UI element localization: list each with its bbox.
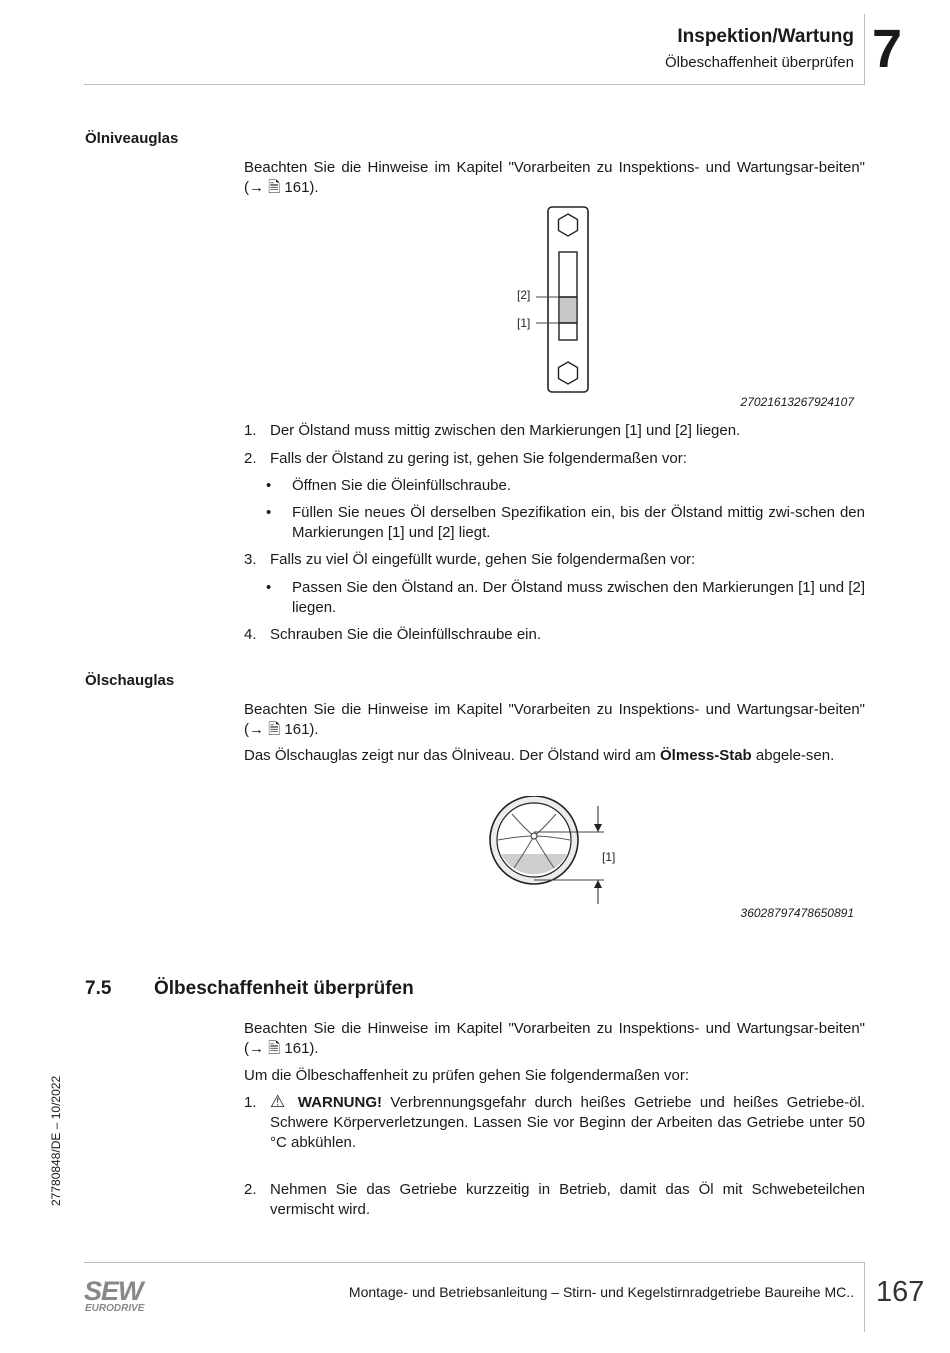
olschauglas-intro: Beachten Sie die Hinweise im Kapitel "Vorarbeiten zu Inspektions- und Wartungsar-beiten" (→ 🗎 161).	[244, 701, 865, 738]
list-item-text: Nehmen Sie das Getriebe kurzzeitig in Betrieb, damit das Öl mit Schwebeteilchen vermischt wird.	[270, 1181, 865, 1218]
list-item	[244, 421, 865, 441]
list-item-number: 1.	[244, 1094, 257, 1111]
oil-level-glass-figure	[500, 200, 600, 400]
figure-id-olniveauglas: 27021613267924107	[740, 395, 854, 409]
bullet-item	[266, 578, 865, 618]
list-item-number: 1.	[244, 422, 257, 439]
header-chapter-divider	[864, 14, 865, 85]
bullet-item	[266, 503, 865, 543]
bullet-text: Passen Sie den Ölstand an. Der Ölstand muss zwischen den Markierungen [1] und [2] liegen.	[292, 579, 865, 616]
list-item	[244, 1093, 865, 1153]
bullet-symbol: •	[266, 504, 272, 521]
bullet-text: Füllen Sie neues Öl derselben Spezifikation ein, bis der Ölstand mittig zwi-schen den Markierungen [1] und [2] liegt.	[292, 504, 865, 541]
warning-label: WARNUNG!	[297, 1094, 382, 1111]
list-item-text: Schrauben Sie die Öleinfüllschraube ein.	[270, 626, 542, 643]
document-number: 27780848/DE – 10/2022	[49, 1075, 63, 1206]
list-item	[244, 550, 865, 570]
paragraph-text: Das Ölschauglas zeigt nur das Ölniveau. Der Ölstand wird am	[244, 747, 661, 764]
list-item-text: Falls der Ölstand zu gering ist, gehen Sie folgendermaßen vor:	[270, 450, 687, 467]
sew-eurodrive-logo	[84, 1276, 154, 1314]
list-item-text: Der Ölstand muss mittig zwischen den Markierungen [1] und [2] liegen.	[270, 422, 741, 439]
olschauglas-paragraph	[244, 746, 865, 766]
bullet-item	[266, 476, 865, 496]
heading-olschauglas: Ölschauglas	[85, 672, 175, 689]
section-75-paragraph: Um die Ölbeschaffenheit zu prüfen gehen Sie folgendermaßen vor:	[244, 1067, 689, 1084]
bullet-text: Öffnen Sie die Öleinfüllschraube.	[292, 477, 512, 494]
footer-divider	[84, 1262, 864, 1263]
list-item-text: Falls zu viel Öl eingefüllt wurde, gehen Sie folgendermaßen vor:	[270, 551, 696, 568]
header-divider	[84, 84, 864, 85]
header-subtitle: Ölbeschaffenheit überprüfen	[664, 54, 854, 71]
warning-icon: ⚠	[270, 1092, 290, 1111]
figure-label-1: [1]	[517, 316, 531, 330]
figure-label-2: [2]	[517, 288, 531, 302]
chapter-number: 7	[872, 19, 903, 79]
figure-label-1: [1]	[602, 850, 616, 864]
paragraph-text: abgele-sen.	[751, 747, 835, 764]
list-item-number: 3.	[244, 551, 257, 568]
logo-text-top: SEW	[84, 1276, 143, 1306]
footer-text: Montage- und Betriebsanleitung – Stirn- und Kegelstirnradgetriebe Baureihe MC..	[348, 1284, 854, 1300]
list-item	[244, 1180, 865, 1220]
section-title: Ölbeschaffenheit überprüfen	[154, 978, 414, 999]
bullet-symbol: •	[266, 579, 272, 596]
section-number: 7.5	[85, 978, 112, 999]
logo-text-bottom: EURODRIVE	[85, 1303, 145, 1314]
olniveauglas-intro: Beachten Sie die Hinweise im Kapitel "Vorarbeiten zu Inspektions- und Wartungsar-beiten" (→ 🗎 161).	[244, 159, 865, 196]
warning-text-block	[270, 1093, 865, 1153]
warning-text: Verbrennungsgefahr durch heißes Getriebe und heißes Getriebe-öl. Schwere Körperverletzungen. Lassen Sie vor Beginn der Arbeiten das Getriebe unter 50 °C abkühlen.	[270, 1094, 865, 1151]
header-title: Inspektion/Wartung	[677, 26, 854, 47]
list-item-number: 4.	[244, 626, 257, 643]
list-item-number: 2.	[244, 1181, 257, 1198]
list-item-number: 2.	[244, 450, 257, 467]
list-item	[244, 449, 865, 469]
oil-sight-glass-figure	[480, 796, 630, 908]
figure-id-olschauglas: 36028797478650891	[740, 906, 854, 920]
paragraph-bold-term: Ölmess-Stab	[660, 747, 752, 764]
page-number: 167	[876, 1276, 925, 1308]
list-item	[244, 625, 865, 645]
heading-olniveauglas: Ölniveauglas	[85, 130, 179, 147]
section-75-intro: Beachten Sie die Hinweise im Kapitel "Vorarbeiten zu Inspektions- und Wartungsar-beiten" (→ 🗎 161).	[244, 1020, 865, 1057]
footer-page-divider	[864, 1262, 865, 1332]
bullet-symbol: •	[266, 477, 272, 494]
